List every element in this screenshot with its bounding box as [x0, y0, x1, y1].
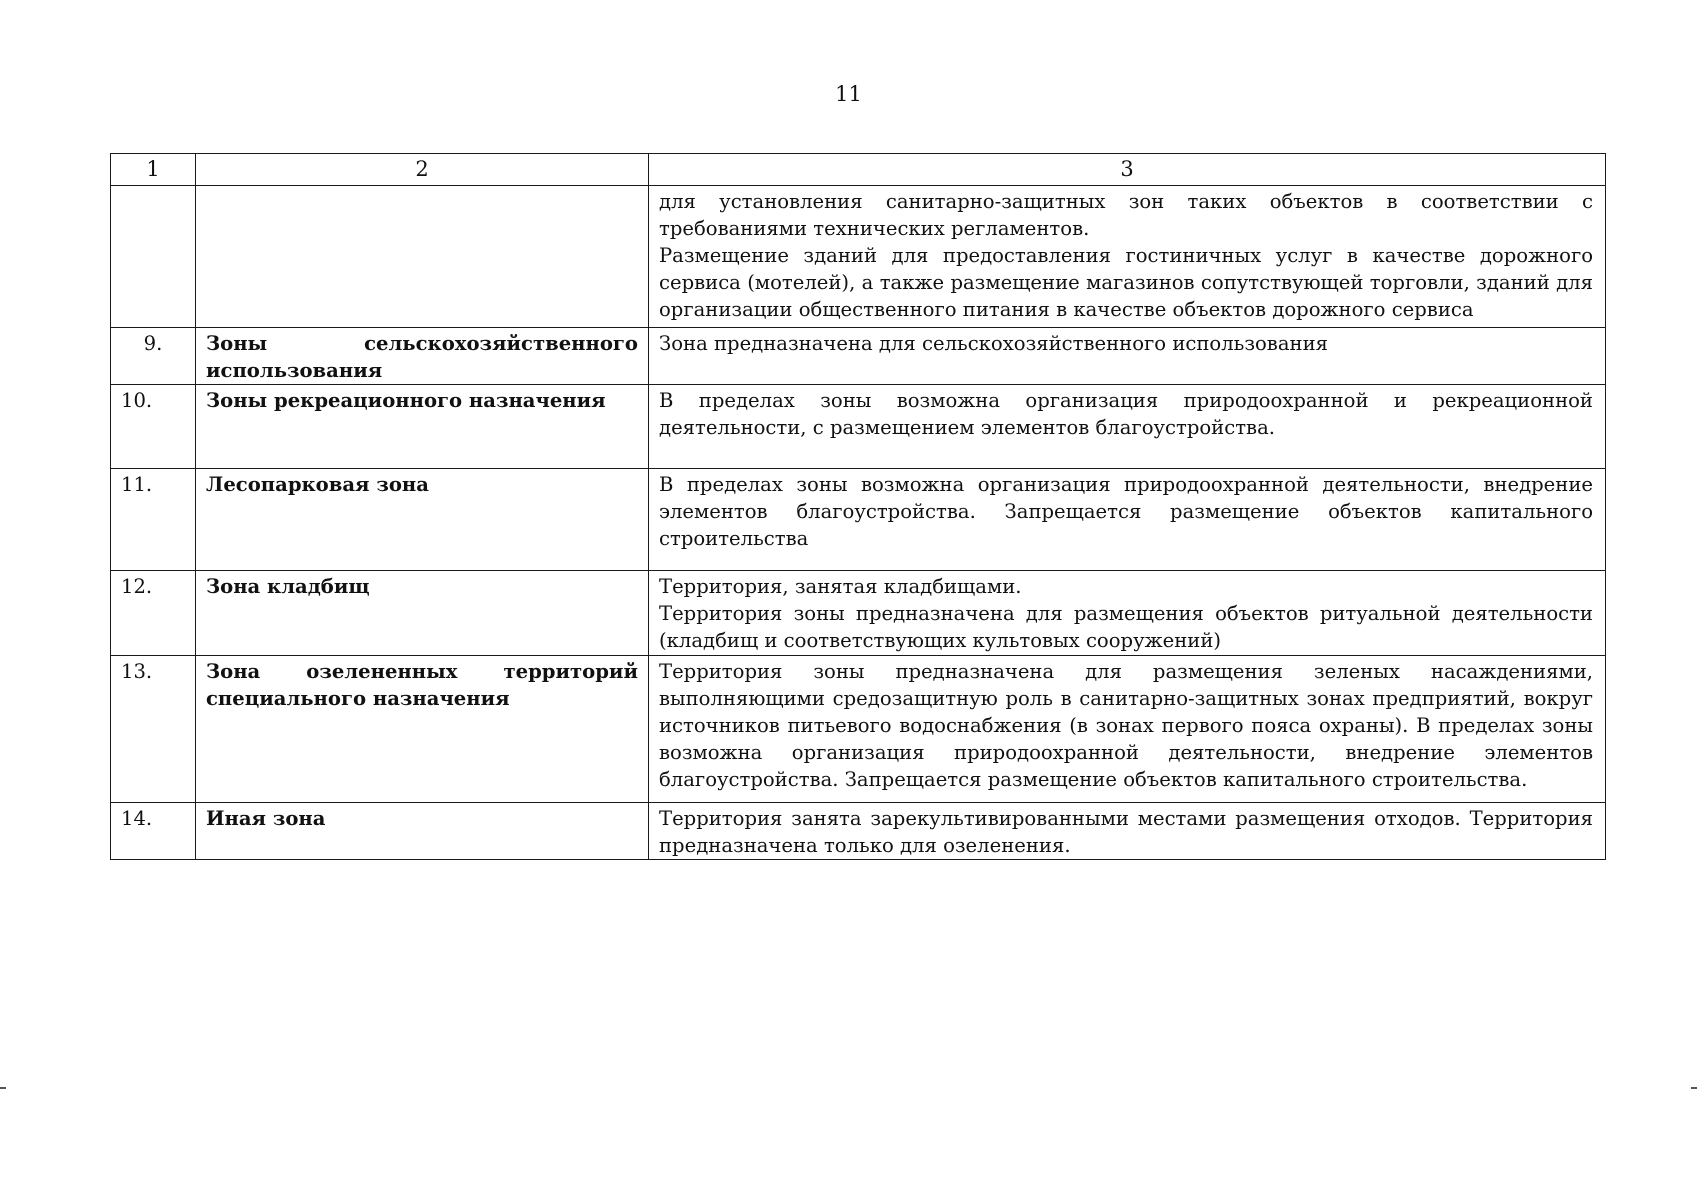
zone-name: Зона кладбищ: [196, 571, 649, 656]
zone-description: [649, 469, 1606, 571]
table-row: [111, 656, 1606, 803]
zone-name: [196, 186, 649, 328]
description-paragraph: Зона предназначена для сельскохозяйственного использования: [659, 332, 1329, 355]
row-number: 11.: [111, 469, 196, 571]
table-header-row: [111, 154, 1606, 186]
description-paragraph: для установления санитарно-защитных зон таких объектов в соответствии с требованиями технических регламентов.: [659, 190, 1593, 240]
zone-description: [649, 571, 1606, 656]
table-row: [111, 469, 1606, 571]
row-number: 14.: [111, 803, 196, 860]
table-row: [111, 186, 1606, 328]
row-number: [111, 186, 196, 328]
table-row: [111, 385, 1606, 469]
zone-name: Иная зона: [196, 803, 649, 860]
table-row: [111, 571, 1606, 656]
scan-edge-mark-left: [0, 1087, 6, 1089]
zone-description: [649, 803, 1606, 860]
zone-description: [649, 385, 1606, 469]
table-row: [111, 803, 1606, 860]
zone-name: Зоны рекреационного назначения: [196, 385, 649, 469]
row-number: 10.: [111, 385, 196, 469]
zone-name: Лесопарковая зона: [196, 469, 649, 571]
description-paragraph: В пределах зоны возможна организация природоохранной и рекреационной деятельности, с размещением элементов благоустройства.: [659, 389, 1593, 439]
row-number: 13.: [111, 656, 196, 803]
page-number: 11: [835, 82, 862, 106]
zone-description: [649, 186, 1606, 328]
column-header-zone-name: 2: [196, 154, 649, 186]
table-row: [111, 328, 1606, 385]
zone-description: [649, 328, 1606, 385]
row-number: 9.: [111, 328, 196, 385]
zone-name: Зона озелененных территорий специального назначения: [196, 656, 649, 803]
column-header-number: 1: [111, 154, 196, 186]
description-paragraph: В пределах зоны возможна организация природоохранной деятельности, внедрение элементов благоустройства. Запрещается размещение объектов капитального строительства: [659, 473, 1593, 550]
column-header-description: 3: [649, 154, 1606, 186]
description-paragraph: Территория, занятая кладбищами.: [659, 575, 1022, 598]
scan-edge-mark-right: [1691, 1087, 1697, 1089]
description-paragraph: Территория зоны предназначена для размещения зеленых насаждениями, выполняющими средозащитную роль в санитарно-защитных зонах предприятий, вокруг источников питьевого водоснабжения (в зонах первого пояса охраны). В пределах зоны возможна организация природоохранной деятельности, внедрение элементов благоустройства. Запрещается размещение объектов капитального строительства.: [659, 660, 1593, 791]
zone-description: [649, 656, 1606, 803]
description-paragraph: Территория зоны предназначена для размещения объектов ритуальной деятельности (кладбищ и соответствующих культовых сооружений): [659, 602, 1593, 652]
zone-name: Зоны сельскохозяйственного использования: [196, 328, 649, 385]
zones-table: [110, 153, 1606, 860]
description-paragraph: Размещение зданий для предоставления гостиничных услуг в качестве дорожного сервиса (мотелей), а также размещение магазинов сопутствующей торговли, зданий для организации общественного питания в качестве объектов дорожного сервиса: [659, 244, 1593, 321]
description-paragraph: Территория занята зарекультивированными местами размещения отходов. Территория предназначена только для озеленения.: [659, 807, 1593, 857]
row-number: 12.: [111, 571, 196, 656]
